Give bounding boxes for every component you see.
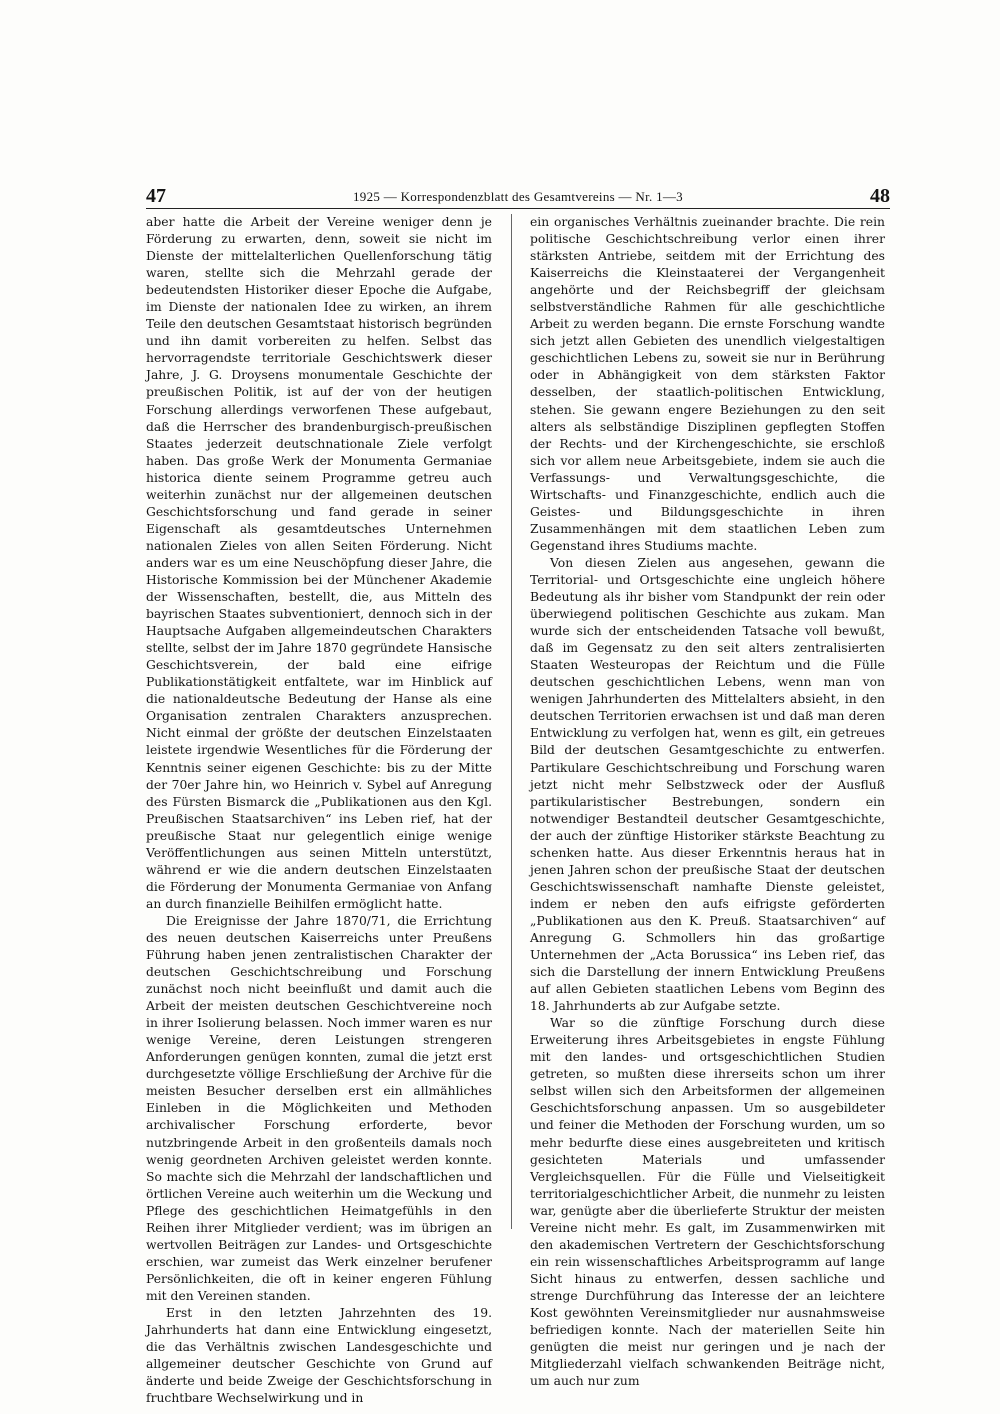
paragraph: Von diesen Zielen aus angesehen, gewann die Territorial- und Ortsgeschichte eine ungleich höhere Bedeutung als ihr bisher vom Standpunkt der rein oder überwiegend politischen Geschichte aus zukam. Man wurde sich der entscheidenden Tatsache voll bewußt, daß im Gegensatz zu den seit alters zentralisierten Staaten Westeuropas der Reichtum und die Fülle deutschen geschichtlichen Lebens, wenn man von wenigen Jahrhunderten des Mittelalters absieht, in den deutschen Territorien erwachsen ist und daß man deren Entwicklung zu verfolgen hat, wenn es gilt, ein getreues Bild der deutschen Gesamtgeschichte zu entwerfen. Partikulare Geschichtschreibung und Forschung waren jetzt nicht mehr Selbstzweck oder der Ausfluß partikularistischer Bestrebungen, sondern ein notwendiger Bestandteil deutscher Gesamtgeschichte, der auch der zünftige Historiker stärkste Beachtung zu schenken hatte. Aus dieser Erkenntnis heraus hat in jenen Jahren schon der preußische Staat der deutschen Geschichtswissenschaft namhafte Dienste geleistet, indem er neben den aufs eifrigste geförderten „Publikationen aus den K. Preuß. Staatsarchiven“ auf Anregung G. Schmollers hin das großartige Unternehmen der „Acta Borussica“ ins Leben rief, das sich die Darstellung der innern Entwicklung Preußens auf allen Gebieten staatlichen Lebens vom Beginn des 18. Jahrhunderts ab zur Aufgabe setzte. (530, 555, 885, 1014)
paragraph: ein organisches Verhältnis zueinander brachte. Die rein politische Geschichtschreibung verlor einen ihrer stärksten Antriebe, seitdem mit der Errichtung des Kaiserreichs die Kleinstaaterei der Vergangenheit angehörte und der Reichsbegriff der gleichsam selbstverständliche Rahmen für alle geschichtliche Arbeit zu werden begann. Die ernste Forschung wandte sich jetzt allen Gebieten des unendlich vielgestaltigen geschichtlichen Lebens zu, soweit sie nur in Berührung oder in Abhängigkeit von dem stärksten Faktor desselben, der staatlich-politischen Entwicklung, stehen. Sie gewann engere Beziehungen zu den seit alters als selbständige Disziplinen gepflegten Stoffen der Rechts- und der Kirchengeschichte, sie erschloß sich vor allem neue Arbeitsgebiete, indem sie auch die Verfassungs- und Verwaltungsgeschichte, die Wirtschafts- und Finanzgeschichte, endlich auch die Geistes- und Bildungsgeschichte in ihren Zusammenhängen mit dem staatlichen Leben zum Gegenstand ihres Studiums machte. (530, 215, 885, 553)
right-column (530, 214, 885, 1389)
running-title: 1925 — Korrespondenzblatt des Gesamtvereins — Nr. 1—3 (352, 189, 683, 204)
paragraph: aber hatte die Arbeit der Vereine weniger denn je Förderung zu erwarten, denn, soweit sie nicht im Dienste der mittelalterlichen Quellenforschung tätig waren, stellte sich die Mehrzahl gerade der bedeutendsten Historiker dieser Epoche die Aufgabe, im Dienste der nationalen Idee zu wirken, an ihrem Teile den deutschen Gesamtstaat historisch begründen und ihn damit vorbereiten zu helfen. Selbst das hervorragendste territoriale Geschichtswerk dieser Jahre, J. G. Droysens monumentale Geschichte der preußischen Politik, ist auf der von der heutigen Forschung allerdings verworfenen These aufgebaut, daß die Herrscher des brandenburgisch-preußischen Staates jederzeit deutschnationale Ziele verfolgt haben. Das große Werk der Monumenta Germaniae historica diente seinem Programme getreu auch weiterhin zunächst nur der allgemeinen deutschen Geschichtsforschung und fand gerade in seiner Eigenschaft als gesamtdeutsches Unternehmen nationalen Zieles von allen Seiten Förderung. Nicht anders war es um eine Neuschöpfung dieser Jahre, die Historische Kommission bei der Münchener Akademie der Wissenschaften, bestellt, die, aus Mitteln des bayrischen Staates subventioniert, dennoch sich in der Hauptsache Aufgaben allgemeindeutschen Charakters stellte, selbst der im Jahre 1870 gegründete Hansische Geschichtsverein, der bald eine eifrige Publikationstätigkeit entfaltete, war im Hinblick auf die nationaldeutsche Bedeutung der Hanse als eine Organisation zentralen Charakters anzusprechen. Nicht einmal der größte der deutschen Einzelstaaten leistete irgendwie Wesentliches für die Förderung der Kenntnis seiner eigenen Geschichte: bis zu der Mitte der 70er Jahre hin, wo Heinrich v. Sybel auf Anregung des Fürsten Bismarck die „Publikationen aus den Kgl. Preußischen Staatsarchiven“ ins Leben rief, hat der preußische Staat nur gelegentlich einige wenige Veröffentlichungen aus seinen Mitteln unterstützt, während er wie die andern deutschen Einzelstaaten die Förderung der Monumenta Germaniae von Anfang an durch finanzielle Beihilfen ermöglicht hatte. (146, 215, 492, 911)
paragraph: Die Ereignisse der Jahre 1870/71, die Errichtung des neuen deutschen Kaiserreichs unter Preußens Führung haben jenen zentralistischen Charakter der deutschen Geschichtschreibung und Forschung zunächst noch nicht beeinflußt und damit auch die Arbeit der meisten deutschen Geschichtvereine noch in ihrer Isolierung belassen. Noch immer waren es nur wenige Vereine, deren Leistungen strengeren Anforderungen genügen konnten, zumal die jetzt erst durchgesetzte völlige Erschließung der Archive für die meisten Besucher derselben erst ein allmähliches Einleben in die Möglichkeiten und Methoden archivalischer Forschung erforderte, bevor nutzbringende Arbeit in den großenteils damals noch wenig geordneten Archiven geleistet werden konnte. So machte sich die Mehrzahl der landschaftlichen und örtlichen Vereine auch weiterhin um die Weckung und Pflege des geschichtlichen Heimatgefühls in den Reihen ihrer Mitglieder verdient; was im übrigen an wertvollen Beiträgen zur Landes- und Ortsgeschichte erschien, war zumeist das Werk einzelner berufener Persönlichkeiten, die oft in keiner engeren Fühlung mit den Vereinen standen. (146, 913, 492, 1303)
page-number-left: 47 (146, 185, 166, 207)
column-divider (511, 214, 512, 1229)
paragraph: War so die zünftige Forschung durch diese Erweiterung ihres Arbeitsgebietes in engste Fühlung mit den landes- und ortsgeschichtlichen Studien getreten, so mußten diese ihrerseits schon um ihrer selbst willen sich den Arbeitsformen der allgemeinen Geschichtsforschung anpassen. Um so ausgebildeter und feiner die Methoden der Forschung wurden, um so mehr bedurfte diese eines ausgebreiteten und kritisch gesichteten Materials und umfassender Vergleichsquellen. Für die Fülle und Vielseitigkeit territorialgeschichtlicher Arbeit, die nunmehr zu leisten war, genügte aber die überlieferte Struktur der meisten Vereine nicht mehr. Es galt, im Zusammenwirken mit den akademischen Vertretern der Geschichtsforschung ein rein wissenschaftliches Arbeitsprogramm auf lange Sicht hinaus zu entwerfen, dessen sachliche und strenge Durchführung das Interesse der an leichtere Kost gewöhnten Vereinsmitglieder nur ausnahmsweise befriedigen konnte. Nach der materiellen Seite hin genügten die meist nur geringen und je nach der Mitgliederzahl vielfach schwankenden Beiträge nicht, um auch nur zum (530, 1016, 885, 1389)
left-column (146, 214, 492, 1406)
page-number-right: 48 (870, 185, 890, 207)
paragraph: Erst in den letzten Jahrzehnten des 19. Jahrhunderts hat dann eine Entwicklung eingesetzt, die das Verhältnis zwischen Landesgeschichte und allgemeiner deutscher Geschichte von Grund auf änderte und beide Zweige der Geschichtsforschung in fruchtbare Wechselwirkung und in (146, 1306, 492, 1406)
header-rule (146, 208, 890, 209)
